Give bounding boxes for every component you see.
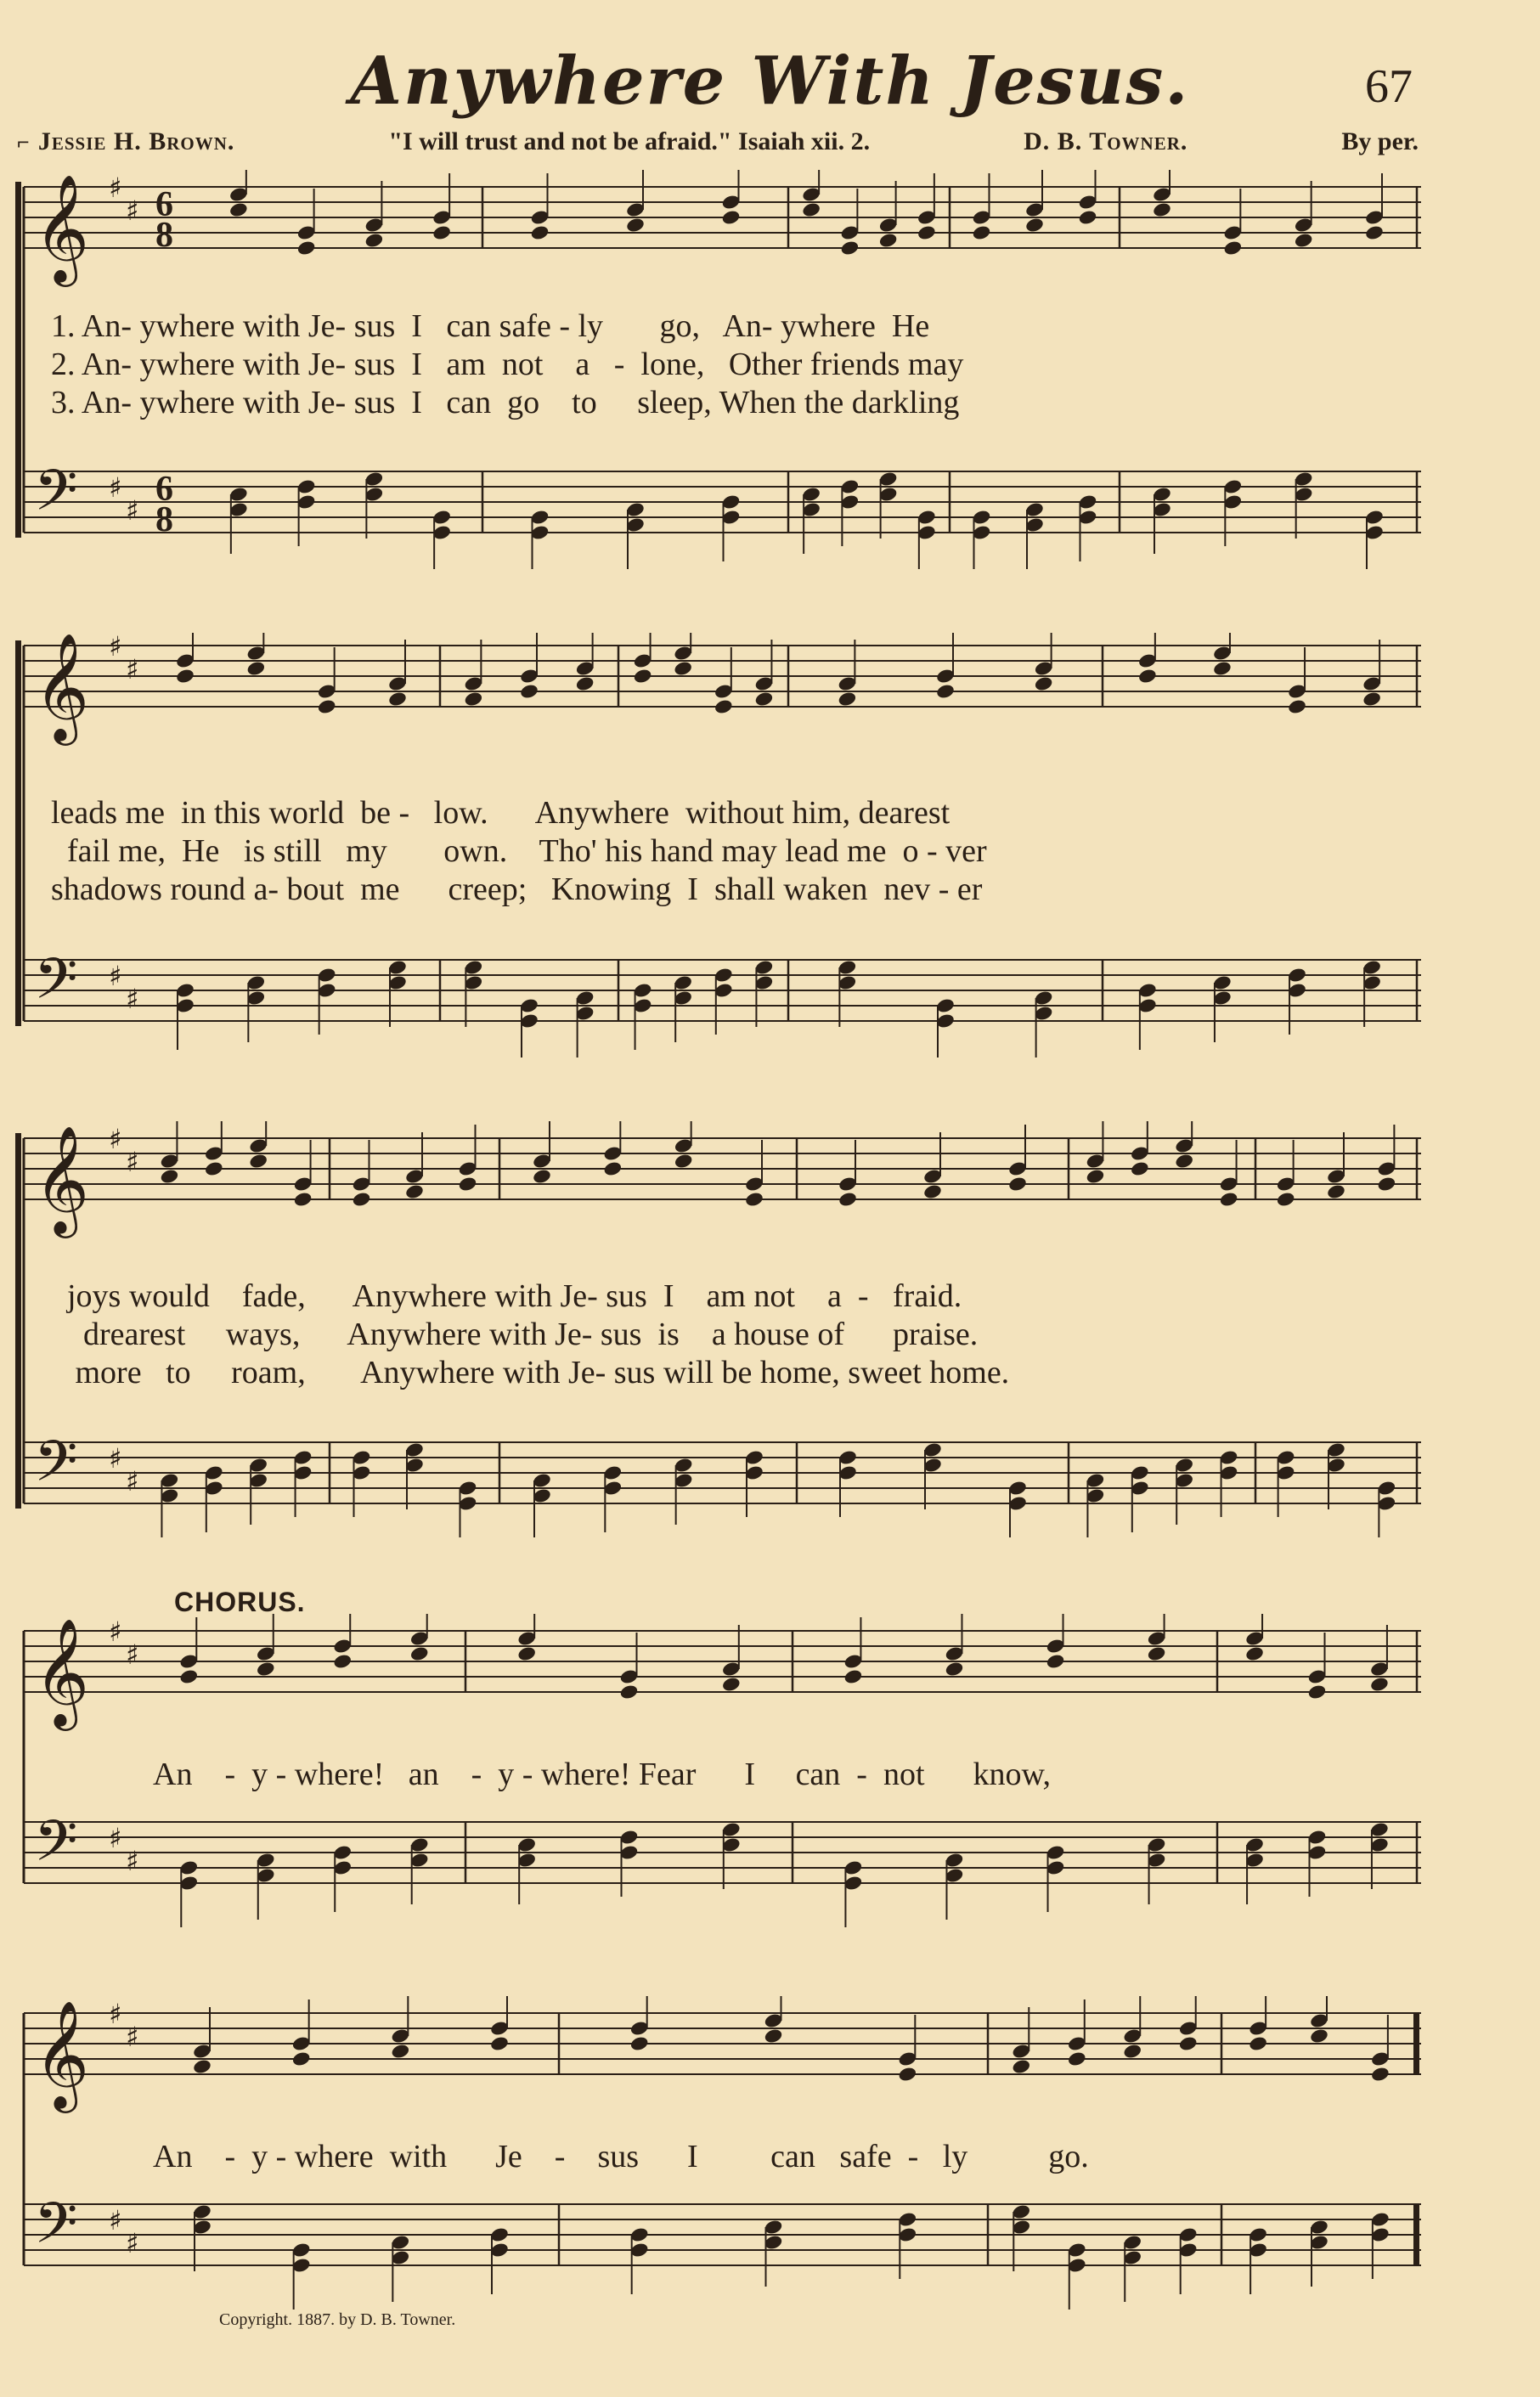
copyright-notice: Copyright. 1887. by D. B. Towner. [219,2310,456,2329]
note-head [291,2050,312,2067]
note-head [801,201,821,218]
sharp-icon: ♯ [109,633,122,663]
note-head [1046,1653,1066,1670]
system-bracket [15,640,21,1026]
note-head [530,224,550,241]
note-head [625,217,646,234]
sharp-icon: ♯ [126,2227,139,2259]
note-head [1326,1183,1346,1200]
note-head [519,683,539,700]
note-head [721,209,742,226]
lyric-verse-1: 1. An- ywhere with Je- sus I can safe - ly go, An- ywhere He [51,308,930,344]
note-head [935,683,956,700]
note-head [1034,675,1054,692]
sharp-icon: ♯ [126,2021,139,2053]
treble-clef-icon: 𝄞 [34,1617,90,1726]
bass-clef-icon: 𝄢 [34,946,78,1025]
lyric-verse-1: joys would fade, Anywhere with Je- sus I am not a - fraid. [51,1278,962,1314]
note-head [673,660,693,677]
note-head [256,1661,276,1678]
hymn-title: Anywhere With Jesus. [350,42,1190,120]
note-head [352,1191,372,1208]
sharp-icon: ♯ [109,471,122,504]
credits-line [17,127,1419,156]
note-head [1122,2043,1142,2060]
note-head [972,224,992,241]
composer-name: D. B. Towner. [1024,127,1188,155]
note-head [1086,1168,1106,1185]
note-head [489,2035,510,2052]
lyric-verse-3: 3. An- ywhere with Je- sus I can go to sleep, When the darkling [51,385,960,420]
note-head [629,2035,650,2052]
lyric-verse-3: more to roam, Anywhere with Je- sus will be home, sweet home. [51,1355,1010,1390]
note-head [387,691,408,708]
time-signature-bottom: 8 [155,500,173,539]
epigraph: "I will trust and not be afraid." Isaiah xii. 2. [388,127,871,155]
lyric-verse-2: fail me, He is still my own. Tho' his hand may lead me o - ver [51,833,987,869]
lyric-verse-1: leads me in this world be - low. Anywhere without him, dearest [51,795,951,831]
note-head [898,2066,918,2083]
note-head [364,232,385,249]
note-head [838,1191,858,1208]
note-head [744,1191,764,1208]
note-head [1276,1191,1296,1208]
lyric-verse-2: 2. An- ywhere with Je- sus I am not a - lone, Other friends may [51,347,964,382]
note-head [764,2028,784,2044]
final-barline [1413,2204,1419,2265]
note-head [838,691,858,708]
note-head [1007,1176,1028,1193]
note-head [458,1176,478,1193]
note-head [1178,2035,1199,2052]
note-head [843,1668,864,1685]
note-head [192,2058,212,2075]
note-head [721,1676,742,1693]
note-head [464,691,484,708]
note-head [1024,217,1045,234]
bass-clef-icon: 𝄢 [34,1429,78,1508]
bass-clef-icon: 𝄢 [34,458,78,537]
note-head [1377,1176,1397,1193]
lyrics-system-5 [153,2138,1512,2176]
note-head [922,1183,943,1200]
sharp-icon: ♯ [109,172,122,204]
note-head [1219,1191,1239,1208]
author-name: Jessie H. Brown. [37,127,235,155]
note-head [409,1645,430,1662]
sharp-icon: ♯ [109,1123,122,1155]
sharp-icon: ♯ [109,1822,122,1854]
note-head [532,1168,552,1185]
lyric-verse-2: drearest ways, Anywhere with Je- sus is a house of praise. [51,1317,979,1352]
note-head [175,668,195,685]
page-number: 67 [1365,60,1413,113]
note-head [1294,232,1314,249]
note-head [1244,1645,1265,1662]
treble-clef-icon: 𝄞 [34,633,90,741]
sharp-icon: ♯ [126,1465,139,1497]
note-head [1212,660,1233,677]
sharp-icon: ♯ [126,195,139,227]
sharp-icon: ♯ [126,983,139,1015]
treble-clef-icon: 𝄞 [34,173,90,282]
note-head [1152,201,1172,218]
note-head [917,224,937,241]
note-head [293,1191,313,1208]
bass-clef-icon: 𝄢 [34,2191,78,2270]
note-head [878,232,899,249]
sharp-icon: ♯ [126,1638,139,1671]
final-barline [1413,2013,1419,2074]
sharp-icon: ♯ [109,960,122,992]
note-head [391,2043,411,2060]
note-head [945,1661,965,1678]
note-head [633,668,653,685]
bass-clef-icon: 𝄢 [34,1808,78,1887]
permission-note: By per. [1341,127,1419,155]
note-head [204,1160,224,1177]
note-head [1130,1160,1150,1177]
note-head [178,1668,199,1685]
note-head [317,698,337,715]
lyrics-system-3 [51,1277,1410,1392]
lyrics-system-4 [153,1756,1512,1794]
note-head [332,1653,353,1670]
note-head [1309,2028,1329,2044]
note-head [1137,668,1158,685]
note-head [248,1153,268,1170]
note-head [674,1153,694,1170]
note-head [575,675,595,692]
note-head [754,691,775,708]
note-head [1248,2035,1268,2052]
note-head [160,1168,180,1185]
note-head [840,240,860,257]
system-bracket [15,182,21,538]
section-mark-icon: ⌐ [17,130,30,155]
note-head [1174,1153,1194,1170]
lyric-chorus-line-1: An - y - where! an - y - where! Fear I can - not know, [153,1757,1051,1792]
note-head [1369,1676,1390,1693]
note-head [1078,209,1098,226]
note-head [1147,1645,1167,1662]
system-bracket [15,1133,21,1509]
note-head [1362,691,1382,708]
lyric-chorus-line-2: An - y - where with Je - sus I can safe - ly go. [153,2139,1089,2174]
note-head [246,660,267,677]
time-signature-top: 6 [155,470,173,509]
sharp-icon: ♯ [109,1616,122,1648]
note-head [1307,1684,1328,1700]
lyrics-system-2 [51,794,1410,909]
chorus-label: CHORUS. [174,1587,306,1617]
note-head [1223,240,1244,257]
sharp-icon: ♯ [109,1442,122,1475]
time-signature-bottom: 8 [155,216,173,255]
note-head [714,698,734,715]
note-head [1011,2058,1031,2075]
treble-clef-icon: 𝄞 [34,1125,90,1233]
lyrics-system-1 [51,307,1410,422]
note-head [404,1183,425,1200]
note-head [619,1684,640,1700]
note-head [228,201,249,218]
note-head [1370,2066,1391,2083]
sharp-icon: ♯ [109,1998,122,2030]
note-head [432,224,452,241]
lyric-verse-3: shadows round a- bout me creep; Knowing I shall waken nev - er [51,871,983,907]
sharp-icon: ♯ [126,1845,139,1877]
sharp-icon: ♯ [126,494,139,527]
lyricist [17,127,234,156]
note-head [516,1645,537,1662]
note-head [603,1160,623,1177]
sharp-icon: ♯ [109,2204,122,2236]
note-head [1364,224,1385,241]
sharp-icon: ♯ [126,1146,139,1178]
treble-clef-icon: 𝄞 [34,1999,90,2108]
note-head [296,240,317,257]
time-signature-top: 6 [155,185,173,224]
note-head [1067,2050,1087,2067]
note-head [1287,698,1307,715]
sharp-icon: ♯ [126,653,139,685]
